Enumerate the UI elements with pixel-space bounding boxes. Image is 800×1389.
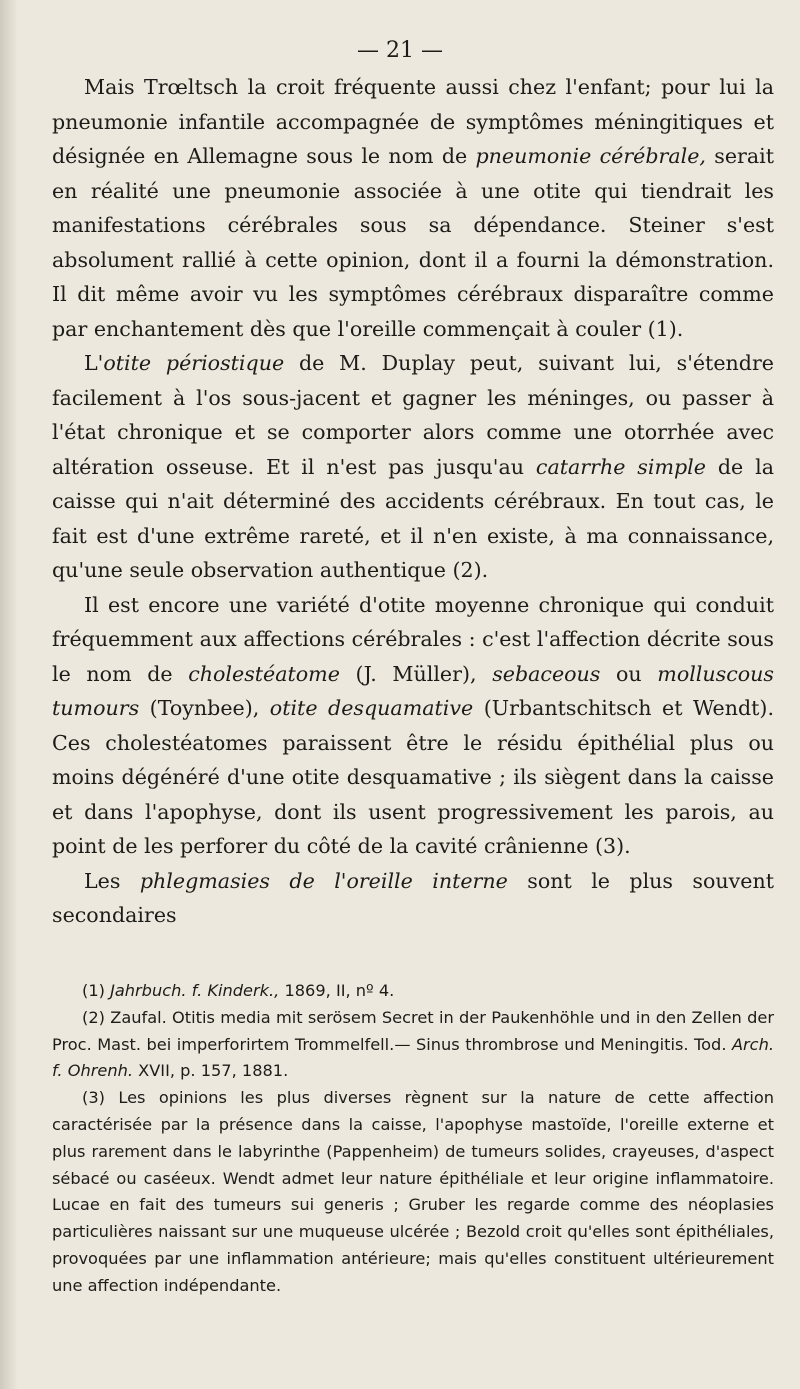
text-segment: L' <box>84 351 104 375</box>
italic-segment: cholestéatome <box>188 661 340 686</box>
paragraph <box>52 346 774 588</box>
text-segment: de la caisse qui n'ait déterminé des accidents cérébraux. En tout cas, le fait est d'une extrême rareté, et il n'en existe, à ma connaissance, qu'une seule observation authentique (2). <box>52 454 774 582</box>
footnotes <box>52 978 774 1300</box>
main-text <box>52 70 774 933</box>
italic-segment: sebaceous <box>492 661 601 686</box>
text-segment: 1869, II, nº 4. <box>279 981 395 1000</box>
italic-segment: catarrhe simple <box>535 454 706 479</box>
italic-segment: molluscous tumours <box>52 661 774 720</box>
italic-segment: pneumonie cérébrale, <box>475 144 706 168</box>
paragraph <box>52 588 774 864</box>
page-binding-shadow <box>0 0 18 1389</box>
text-segment: (1) <box>82 981 111 1000</box>
text-segment: (2) Zaufal. Otitis media mit serösem Secret in der Paukenhöhle und in den Zellen der Proc. Mast. bei imperforirtem Trommelfell.— Sinus thrombrose und Meningitis. Tod. <box>52 1007 774 1054</box>
text-segment: (Toynbee), <box>139 696 270 720</box>
footnote <box>52 1085 774 1299</box>
text-segment: (J. Müller), <box>339 661 493 686</box>
italic-segment: otite desquamative <box>269 696 474 720</box>
text-segment: (3) Les opinions les plus diverses règnent sur la nature de cette affection caractérisée par la présence dans la caisse, l'apophyse mastoïde, l'oreille externe et plus rarement dans le labyrinthe (Pappenheim) de tumeurs solides, crayeuses, d'aspect sébacé ou caséeux. Wendt admet leur nature épithéliale et leur origine inflammatoire. Lucae en fait des tumeurs sui generis ; Gruber les regarde comme des néoplasies particulières naissant sur une muqueuse ulcérée ; Bezold croit qu'elles sont épithéliales, provoquées par une inflammation antérieure; mais qu'elles constituent ultérieurement une affection indépendante. <box>52 1088 774 1295</box>
text-segment: (Urbantschitsch et Wendt). Ces cholestéatomes paraissent être le résidu épithélial plus ou moins dégénéré d'une otite desquamative ; ils siègent dans la caisse et dans l'apophyse, dont ils usent progressivement les parois, au point de les perforer du côté de la cavité crânienne (3). <box>52 696 774 858</box>
text-segment: Mais Trœltsch la croit fréquente aussi chez l'enfant; pour lui la pneumonie infantile accompagnée de symptômes méningitiques et désignée en Allemagne sous le nom de <box>52 75 774 168</box>
italic-segment: Arch. f. Ohrenh. <box>52 1034 774 1081</box>
text-segment: ou <box>600 661 658 686</box>
text-segment: XVII, p. 157, 1881. <box>133 1061 289 1081</box>
text-segment: serait en réalité une pneumonie associée à une otite qui tiendrait les manifestations cérébrales sous sa dépendance. Steiner s'est absolument rallié à cette opinion, dont il a fourni la démonstration. Il dit même avoir vu les symptômes cérébraux disparaître comme par enchantement dès que l'oreille commençait à couler (1). <box>52 144 774 341</box>
page-number: — 21 — <box>357 38 443 63</box>
text-segment: sont le plus souvent secondaires <box>52 868 774 927</box>
text-segment: de M. Duplay peut, suivant lui, s'étendre facilement à l'os sous-jacent et gagner les méninges, ou passer à l'état chronique et se comporter alors comme une otorrhée avec altération osseuse. Et il n'est pas jusqu'au <box>52 351 774 479</box>
footnote <box>52 1005 774 1085</box>
paragraph <box>52 70 774 346</box>
footnote <box>52 978 774 1005</box>
italic-segment: otite périostique <box>103 351 285 375</box>
italic-segment: phlegmasies de l'oreille interne <box>139 868 508 893</box>
italic-segment: Jahrbuch. f. Kinderk., <box>110 981 280 1000</box>
paragraph <box>52 864 774 933</box>
text-segment: Il est encore une variété d'otite moyenne chronique qui conduit fréquemment aux affections cérébrales : c'est l'affection décrite sous le nom de <box>52 592 774 686</box>
text-segment: Les <box>84 868 140 893</box>
